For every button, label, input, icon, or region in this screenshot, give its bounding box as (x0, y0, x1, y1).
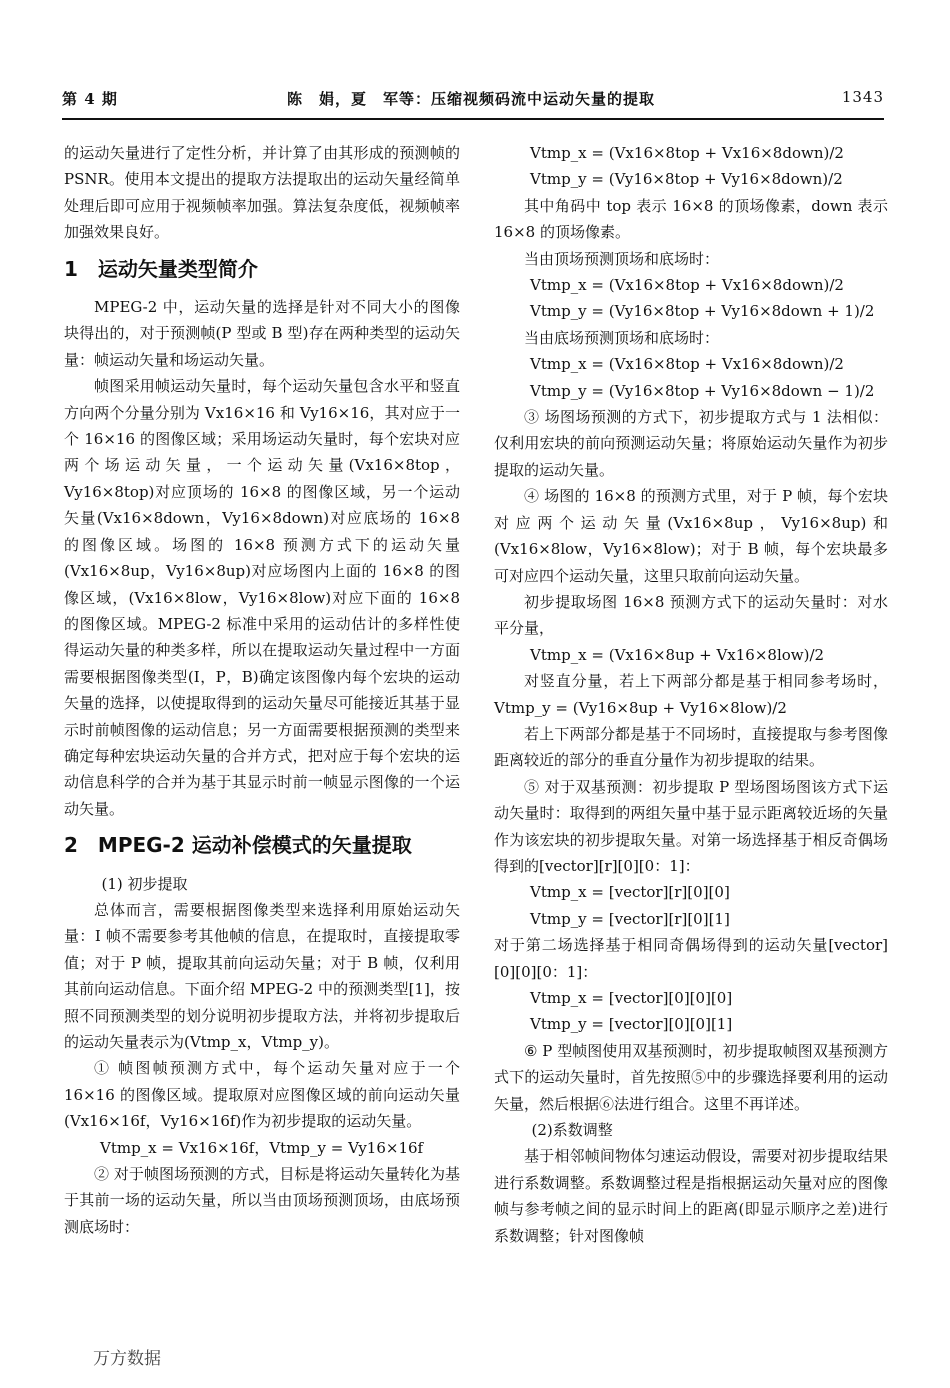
right-column (494, 140, 888, 1249)
equation: Vtmp_x = (Vx16×8up + Vx16×8low)/2 (530, 645, 825, 664)
equation: Vtmp_y = (Vy16×8top + Vy16×8down − 1)/2 (530, 381, 875, 400)
paragraph: 帧图采用帧运动矢量时，每个运动矢量包含水平和竖直方向两个分量分别为 Vx16×16 和 Vy16×16，其对应于一个 16×16 的图像区域；采用场运动矢量时，每个宏块对应两个场运动矢量，一个运动矢量(Vx16×8top，Vy16×8top)对应顶场的 16×8 的图像区域，另一个运动矢量(Vx16×8down，Vy16×8down)对应底场的 16×8 的图像区域。场图的 16×8 预测方式下的运动矢量(Vx16×8up，Vy16×8up)对应场图内上面的 16×8 的图像区域，(Vx16×8low，Vy16×8low)对应下面的 16×8 的图像区域。MPEG-2 标准中采用的运动估计的多样性使得运动矢量的种类多样，所以在提取运动矢量过程中一方面需要根据图像类型(I，P，B)确定该图像内每个宏块的运动矢量的选择，以使提取得到的运动矢量尽可能接近其基于显示时前帧图像的运动信息；另一方面需要根据预测的类型来确定每种宏块运动矢量的合并方式，把对应于每个宏块的运动信息科学的合并为基于其显示时前一帧显示图像的一个运动矢量。 (64, 377, 460, 818)
header-rule (62, 118, 884, 120)
issue-number: 第 4 期 (62, 90, 118, 108)
paragraph: MPEG-2 中，运动矢量的选择是针对不同大小的图像块得出的，对于预测帧(P 型或 B 型)存在两种类型的运动矢量：帧运动矢量和场运动矢量。 (64, 298, 460, 369)
equation: Vtmp_x = (Vx16×8top + Vx16×8down)/2 (530, 355, 844, 374)
paragraph: 的运动矢量进行了定性分析，并计算了由其形成的预测帧的 PSNR。使用本文提出的提取方法提取出的运动矢量经简单处理后即可应用于视频帧率加强。算法复杂度低，视频帧率加强效果良好。 (64, 144, 460, 242)
subsection-heading: (2)系数调整 (531, 1121, 613, 1140)
paragraph: 总体而言，需要根据图像类型来选择利用原始运动矢量：I 帧不需要参考其他帧的信息，在提取时，直接提取零值；对于 P 帧，提取其前向运动矢量；对于 B 帧，仅利用其前向运动信息。下面介绍 MPEG-2 中的预测类型[1]，按照不同预测类型的划分说明初步提取方法，并将初步提取后的运动矢量表示为(Vtmp_x，Vtmp_y)。 (64, 900, 460, 1051)
paragraph: 基于相邻帧间物体匀速运动假设，需要对初步提取结果进行系数调整。系数调整过程是指根据运动矢量对应的图像帧与参考帧之间的显示时间上的距离(即显示顺序之差)进行系数调整；针对图像帧 (494, 1147, 888, 1245)
page-number: 1343 (841, 88, 884, 106)
paragraph: 当由底场预测顶场和底场时： (524, 328, 720, 347)
equation: Vtmp_x = (Vx16×8top + Vx16×8down)/2 (530, 276, 844, 295)
equation: Vtmp_y = [vector][0][0][1] (530, 1015, 733, 1034)
paragraph: ① 帧图帧预测方式中，每个运动矢量对应于一个 16×16 的图像区域。提取原对应图像区域的前向运动矢量(Vx16×16f，Vy16×16f)作为初步提取的运动矢量。 (64, 1059, 460, 1131)
paragraph: ④ 场图的 16×8 的预测方式里，对于 P 帧，每个宏块对应两个运动矢量(Vx16×8up，Vy16×8up)和(Vx16×8low，Vy16×8low)；对于 B 帧，每个宏块最多可对应四个运动矢量，这里只取前向运动矢量。 (494, 487, 888, 585)
watermark: 万方数据 (93, 1349, 161, 1369)
paragraph: 若上下两部分都是基于不同场时，直接提取与参考图像距离较近的部分的垂直分量作为初步提取的结果。 (494, 724, 888, 770)
section-heading: 2 MPEG-2 运动补偿模式的矢量提取 (64, 833, 412, 858)
paragraph: 初步提取场图 16×8 预测方式下的运动矢量时：对水平分量， (494, 592, 888, 638)
paragraph: ② 对于帧图场预测的方式，目标是将运动矢量转化为基于其前一场的运动矢量，所以当由顶场预测顶场，由底场预测底场时： (64, 1165, 460, 1236)
running-header (62, 88, 884, 114)
section-heading: 1 运动矢量类型简介 (64, 256, 258, 281)
equation: Vtmp_x = Vx16×16f，Vtmp_y = Vy16×16f (100, 1138, 424, 1157)
equation: Vtmp_y = [vector][r][0][1] (530, 909, 730, 928)
paragraph: ③ 场图场预测的方式下，初步提取方式与 1 法相似：仅利用宏块的前向预测运动矢量；将原始运动矢量作为初步提取的运动矢量。 (494, 408, 888, 479)
left-column (64, 140, 460, 1240)
paragraph: ⑥ P 型帧图使用双基预测时，初步提取帧图双基预测方式下的运动矢量时，首先按照⑤中的步骤选择要利用的运动矢量，然后根据⑥法进行组合。这里不再详述。 (494, 1041, 888, 1113)
paragraph: 当由顶场预测顶场和底场时： (524, 249, 720, 268)
equation: Vtmp_y = (Vy16×8top + Vy16×8down)/2 (530, 170, 843, 189)
running-title: 陈 娟，夏 军等：压缩视频码流中运动矢量的提取 (287, 90, 656, 108)
subsection-heading: (1) 初步提取 (101, 874, 188, 893)
paragraph: 对竖直分量，若上下两部分都是基于相同参考场时，Vtmp_y = (Vy16×8up + Vy16×8low)/2 (494, 672, 888, 717)
equation: Vtmp_y = (Vy16×8top + Vy16×8down + 1)/2 (530, 302, 875, 321)
paragraph: 其中角码中 top 表示 16×8 的顶场像素，down 表示 16×8 的顶场像素。 (494, 196, 888, 242)
equation: Vtmp_x = [vector][0][0][0] (530, 989, 733, 1007)
paragraph: ⑤ 对于双基预测：初步提取 P 型场图场图该方式下运动矢量时：取得到的两组矢量中基于显示距离较近场的矢量作为该宏块的初步提取矢量。对第一场选择基于相反奇偶场得到的[vector][r][0][0：1]： (494, 777, 888, 875)
paragraph: 对于第二场选择基于相同奇偶场得到的运动矢量[vector][0][0][0：1]： (494, 936, 888, 981)
equation: Vtmp_x = [vector][r][0][0] (530, 883, 730, 902)
equation: Vtmp_x = (Vx16×8top + Vx16×8down)/2 (530, 144, 844, 162)
